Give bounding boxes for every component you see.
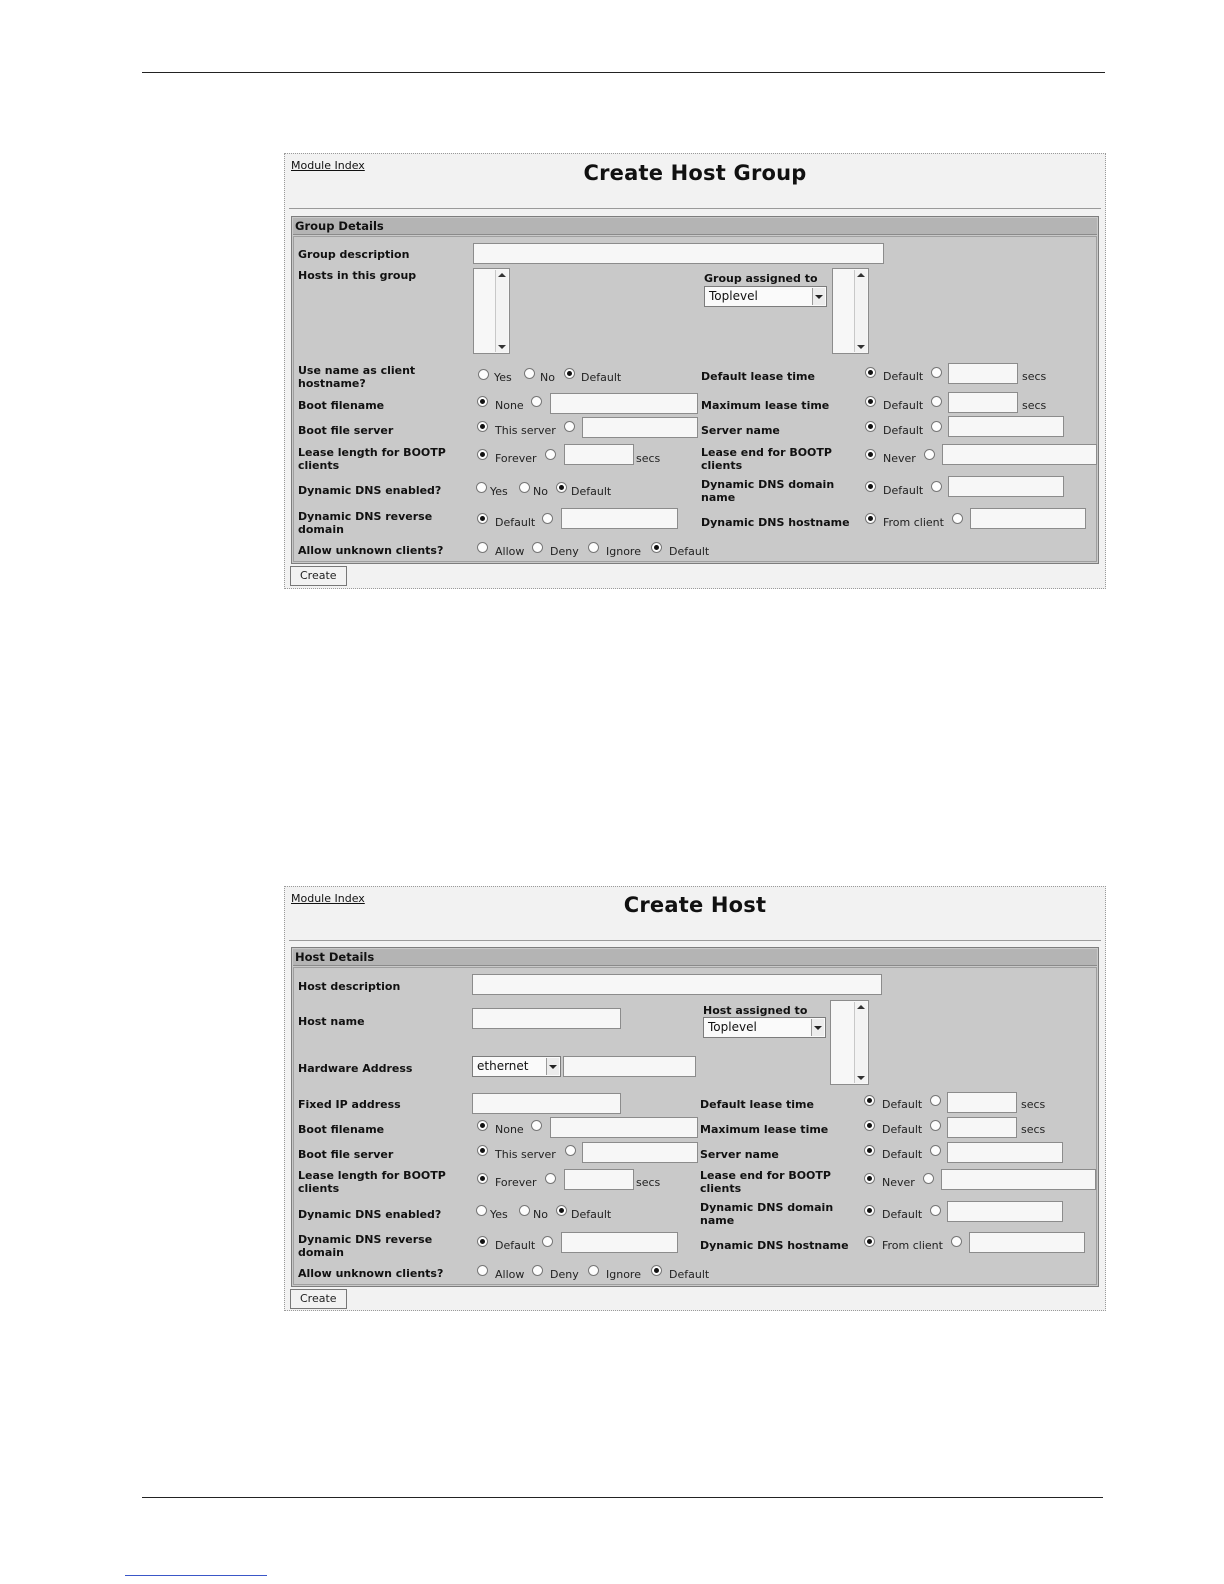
create-host-group-screenshot <box>284 153 1106 589</box>
ddns-reverse-label: Dynamic DNS reverse domain <box>298 510 433 536</box>
ddns-hostname-input[interactable] <box>970 508 1086 529</box>
ddns-hostname-label: Dynamic DNS hostname <box>701 516 850 529</box>
default-label: Default <box>669 1268 710 1281</box>
never-label: Never <box>882 1176 915 1189</box>
page-title: Create Host Group <box>583 161 807 185</box>
use-name-default-radio[interactable] <box>564 368 575 379</box>
allow-radio[interactable] <box>477 1265 488 1276</box>
ddns-domain-custom-radio[interactable] <box>931 481 942 492</box>
max-lease-input[interactable] <box>947 1117 1017 1138</box>
allow-default-radio[interactable] <box>651 542 662 553</box>
default-lease-label: Default lease time <box>700 1098 814 1111</box>
default-lease-custom-radio[interactable] <box>930 1095 941 1106</box>
no-label: No <box>533 1208 548 1221</box>
ddns-enabled-label: Dynamic DNS enabled? <box>298 1208 442 1221</box>
default-lease-input[interactable] <box>947 1092 1017 1113</box>
allow-unknown-label: Allow unknown clients? <box>298 1267 444 1280</box>
group-description-label: Group description <box>298 248 410 261</box>
lease-end-input[interactable] <box>942 444 1097 465</box>
create-button[interactable]: Create <box>290 1289 347 1309</box>
ddns-reverse-default-radio[interactable] <box>477 513 488 524</box>
max-lease-custom-radio[interactable] <box>931 396 942 407</box>
hardware-type-select[interactable] <box>472 1056 561 1077</box>
default-lease-default-radio[interactable] <box>865 367 876 378</box>
panel-body <box>293 967 1097 1285</box>
lease-end-custom-radio[interactable] <box>924 449 935 460</box>
host-assigned-to-select[interactable] <box>703 1017 826 1038</box>
boot-filename-input[interactable] <box>550 1117 698 1138</box>
ddns-reverse-custom-radio[interactable] <box>542 513 553 524</box>
boot-filename-label: Boot filename <box>298 1123 385 1136</box>
listbox-scrollbar[interactable] <box>854 270 867 352</box>
hardware-address-label: Hardware Address <box>298 1062 413 1075</box>
ddns-reverse-label: Dynamic DNS reverse domain <box>298 1233 433 1259</box>
from-client-label: From client <box>883 516 944 529</box>
lease-length-custom-radio[interactable] <box>545 449 556 460</box>
server-name-input[interactable] <box>947 1142 1063 1163</box>
ignore-radio[interactable] <box>588 1265 599 1276</box>
page-top-rule <box>142 72 1105 73</box>
boot-filename-none-radio[interactable] <box>477 1120 488 1131</box>
group-assigned-listbox[interactable] <box>832 268 869 354</box>
chevron-down-icon[interactable] <box>546 1058 559 1075</box>
no-label: No <box>540 371 555 384</box>
fixed-ip-label: Fixed IP address <box>298 1098 401 1111</box>
group-description-input[interactable] <box>473 243 884 264</box>
ddns-reverse-input[interactable] <box>561 1232 678 1253</box>
title-separator <box>289 940 1101 941</box>
server-name-label: Server name <box>700 1148 779 1161</box>
ddns-hostname-client-radio[interactable] <box>864 1236 875 1247</box>
default-label: Default <box>883 370 924 383</box>
use-name-no-radio[interactable] <box>524 368 535 379</box>
allow-default-radio[interactable] <box>651 1265 662 1276</box>
secs-label: secs <box>1021 1098 1046 1111</box>
lease-length-input[interactable] <box>564 444 634 465</box>
ddns-domain-label: Dynamic DNS domain name <box>701 478 835 504</box>
scroll-up-icon[interactable] <box>498 273 506 277</box>
ddns-hostname-input[interactable] <box>969 1232 1085 1253</box>
select-value: Toplevel <box>709 289 758 303</box>
boot-file-server-label: Boot file server <box>298 424 394 437</box>
server-name-input[interactable] <box>948 416 1064 437</box>
ddns-enabled-label: Dynamic DNS enabled? <box>298 484 442 497</box>
listbox-scrollbar[interactable] <box>854 1002 867 1083</box>
host-name-label: Host name <box>298 1015 365 1028</box>
this-server-label: This server <box>495 424 556 437</box>
default-label: Default <box>581 371 622 384</box>
default-label: Default <box>883 399 924 412</box>
allow-label: Allow <box>495 1268 525 1281</box>
max-lease-default-radio[interactable] <box>864 1120 875 1131</box>
ddns-no-radio[interactable] <box>519 482 530 493</box>
boot-server-this-radio[interactable] <box>477 1145 488 1156</box>
default-label: Default <box>883 484 924 497</box>
ddns-hostname-client-radio[interactable] <box>865 513 876 524</box>
default-label: Default <box>495 516 536 529</box>
server-name-default-radio[interactable] <box>865 421 876 432</box>
module-index-link[interactable]: Module Index <box>291 892 365 905</box>
boot-server-custom-radio[interactable] <box>565 1145 576 1156</box>
default-label: Default <box>495 1239 536 1252</box>
ddns-hostname-custom-radio[interactable] <box>951 1236 962 1247</box>
boot-server-custom-radio[interactable] <box>564 421 575 432</box>
page-title: Create Host <box>623 893 767 917</box>
boot-filename-custom-radio[interactable] <box>531 396 542 407</box>
deny-label: Deny <box>550 545 579 558</box>
chevron-down-icon[interactable] <box>811 1019 824 1036</box>
group-assigned-to-select[interactable] <box>704 286 827 307</box>
host-description-input[interactable] <box>472 974 882 995</box>
secs-label: secs <box>1022 370 1047 383</box>
deny-label: Deny <box>550 1268 579 1281</box>
yes-label: Yes <box>490 1208 508 1221</box>
ignore-radio[interactable] <box>588 542 599 553</box>
group-details-panel <box>291 216 1099 564</box>
ddns-reverse-custom-radio[interactable] <box>542 1236 553 1247</box>
deny-radio[interactable] <box>532 1265 543 1276</box>
ddns-domain-default-radio[interactable] <box>864 1205 875 1216</box>
use-name-label: Use name as client hostname? <box>298 364 416 390</box>
lease-end-label: Lease end for BOOTP clients <box>701 446 832 472</box>
hosts-in-group-label: Hosts in this group <box>298 269 417 282</box>
ddns-reverse-input[interactable] <box>561 508 678 529</box>
boot-filename-custom-radio[interactable] <box>531 1120 542 1131</box>
hosts-in-group-listbox[interactable] <box>473 268 510 354</box>
server-name-label: Server name <box>701 424 780 437</box>
boot-filename-label: Boot filename <box>298 399 385 412</box>
default-label: Default <box>571 485 612 498</box>
default-label: Default <box>882 1208 923 1221</box>
host-description-label: Host description <box>298 980 401 993</box>
lease-length-custom-radio[interactable] <box>545 1173 556 1184</box>
yes-label: Yes <box>494 371 512 384</box>
default-label: Default <box>882 1123 923 1136</box>
title-separator <box>289 208 1101 209</box>
ddns-domain-label: Dynamic DNS domain name <box>700 1201 834 1227</box>
scroll-up-icon[interactable] <box>857 1005 865 1009</box>
boot-file-server-label: Boot file server <box>298 1148 394 1161</box>
ddns-domain-default-radio[interactable] <box>865 481 876 492</box>
max-lease-custom-radio[interactable] <box>930 1120 941 1131</box>
secs-label: secs <box>1021 1123 1046 1136</box>
default-label: Default <box>883 424 924 437</box>
host-details-panel <box>291 947 1099 1287</box>
this-server-label: This server <box>495 1148 556 1161</box>
default-lease-input[interactable] <box>948 363 1018 384</box>
server-name-default-radio[interactable] <box>864 1145 875 1156</box>
boot-filename-none-radio[interactable] <box>477 396 488 407</box>
scroll-down-icon[interactable] <box>857 1076 865 1080</box>
ddns-hostname-custom-radio[interactable] <box>952 513 963 524</box>
secs-label: secs <box>636 452 661 465</box>
create-button[interactable]: Create <box>290 566 347 586</box>
scroll-down-icon[interactable] <box>857 345 865 349</box>
lease-length-input[interactable] <box>564 1169 634 1190</box>
lease-end-custom-radio[interactable] <box>923 1173 934 1184</box>
lease-end-never-radio[interactable] <box>864 1173 875 1184</box>
use-name-yes-radio[interactable] <box>478 369 489 380</box>
server-name-custom-radio[interactable] <box>931 421 942 432</box>
allow-radio[interactable] <box>477 542 488 553</box>
max-lease-label: Maximum lease time <box>700 1123 829 1136</box>
forever-label: Forever <box>495 1176 537 1189</box>
server-name-custom-radio[interactable] <box>930 1145 941 1156</box>
ddns-reverse-default-radio[interactable] <box>477 1236 488 1247</box>
scroll-up-icon[interactable] <box>857 273 865 277</box>
host-name-input[interactable] <box>472 1008 621 1029</box>
chevron-down-icon[interactable] <box>812 288 825 305</box>
none-label: None <box>495 399 524 412</box>
create-host-screenshot <box>284 886 1106 1311</box>
listbox-scrollbar[interactable] <box>495 270 508 352</box>
forever-label: Forever <box>495 452 537 465</box>
panel-title: Host Details <box>293 949 1097 966</box>
ddns-hostname-label: Dynamic DNS hostname <box>700 1239 849 1252</box>
group-assigned-to-label: Group assigned to <box>704 272 818 285</box>
default-label: Default <box>882 1098 923 1111</box>
max-lease-input[interactable] <box>948 392 1018 413</box>
hardware-address-input[interactable] <box>563 1056 696 1077</box>
select-value: Toplevel <box>708 1020 757 1034</box>
footer-link-underline <box>125 1575 267 1576</box>
none-label: None <box>495 1123 524 1136</box>
never-label: Never <box>883 452 916 465</box>
lease-end-input[interactable] <box>941 1169 1096 1190</box>
boot-server-this-radio[interactable] <box>477 421 488 432</box>
panel-body <box>293 236 1097 562</box>
module-index-link[interactable]: Module Index <box>291 159 365 172</box>
lease-length-forever-radio[interactable] <box>477 449 488 460</box>
ddns-no-radio[interactable] <box>519 1205 530 1216</box>
from-client-label: From client <box>882 1239 943 1252</box>
yes-label: Yes <box>490 485 508 498</box>
ddns-default-radio[interactable] <box>556 482 567 493</box>
fixed-ip-input[interactable] <box>472 1093 621 1114</box>
boot-file-server-input[interactable] <box>582 1142 698 1163</box>
default-lease-custom-radio[interactable] <box>931 367 942 378</box>
ddns-yes-radio[interactable] <box>476 482 487 493</box>
lease-end-label: Lease end for BOOTP clients <box>700 1169 831 1195</box>
default-label: Default <box>669 545 710 558</box>
default-label: Default <box>882 1148 923 1161</box>
default-label: Default <box>571 1208 612 1221</box>
scroll-down-icon[interactable] <box>498 345 506 349</box>
host-assigned-listbox[interactable] <box>830 1000 869 1085</box>
ddns-yes-radio[interactable] <box>476 1205 487 1216</box>
max-lease-label: Maximum lease time <box>701 399 830 412</box>
select-value: ethernet <box>477 1059 529 1073</box>
secs-label: secs <box>1022 399 1047 412</box>
lease-length-label: Lease length for BOOTP clients <box>298 446 446 472</box>
lease-length-forever-radio[interactable] <box>477 1173 488 1184</box>
ddns-default-radio[interactable] <box>556 1205 567 1216</box>
lease-end-never-radio[interactable] <box>865 449 876 460</box>
ddns-domain-input[interactable] <box>948 476 1064 497</box>
boot-filename-input[interactable] <box>550 393 698 414</box>
boot-file-server-input[interactable] <box>582 417 698 438</box>
max-lease-default-radio[interactable] <box>865 396 876 407</box>
ddns-domain-input[interactable] <box>947 1201 1063 1222</box>
default-lease-label: Default lease time <box>701 370 815 383</box>
secs-label: secs <box>636 1176 661 1189</box>
lease-length-label: Lease length for BOOTP clients <box>298 1169 446 1195</box>
deny-radio[interactable] <box>532 542 543 553</box>
ignore-label: Ignore <box>606 1268 641 1281</box>
allow-label: Allow <box>495 545 525 558</box>
ddns-domain-custom-radio[interactable] <box>930 1205 941 1216</box>
page-bottom-rule <box>142 1497 1103 1498</box>
no-label: No <box>533 485 548 498</box>
allow-unknown-label: Allow unknown clients? <box>298 544 444 557</box>
host-assigned-to-label: Host assigned to <box>703 1004 808 1017</box>
ignore-label: Ignore <box>606 545 641 558</box>
default-lease-default-radio[interactable] <box>864 1095 875 1106</box>
panel-title: Group Details <box>293 218 1097 235</box>
